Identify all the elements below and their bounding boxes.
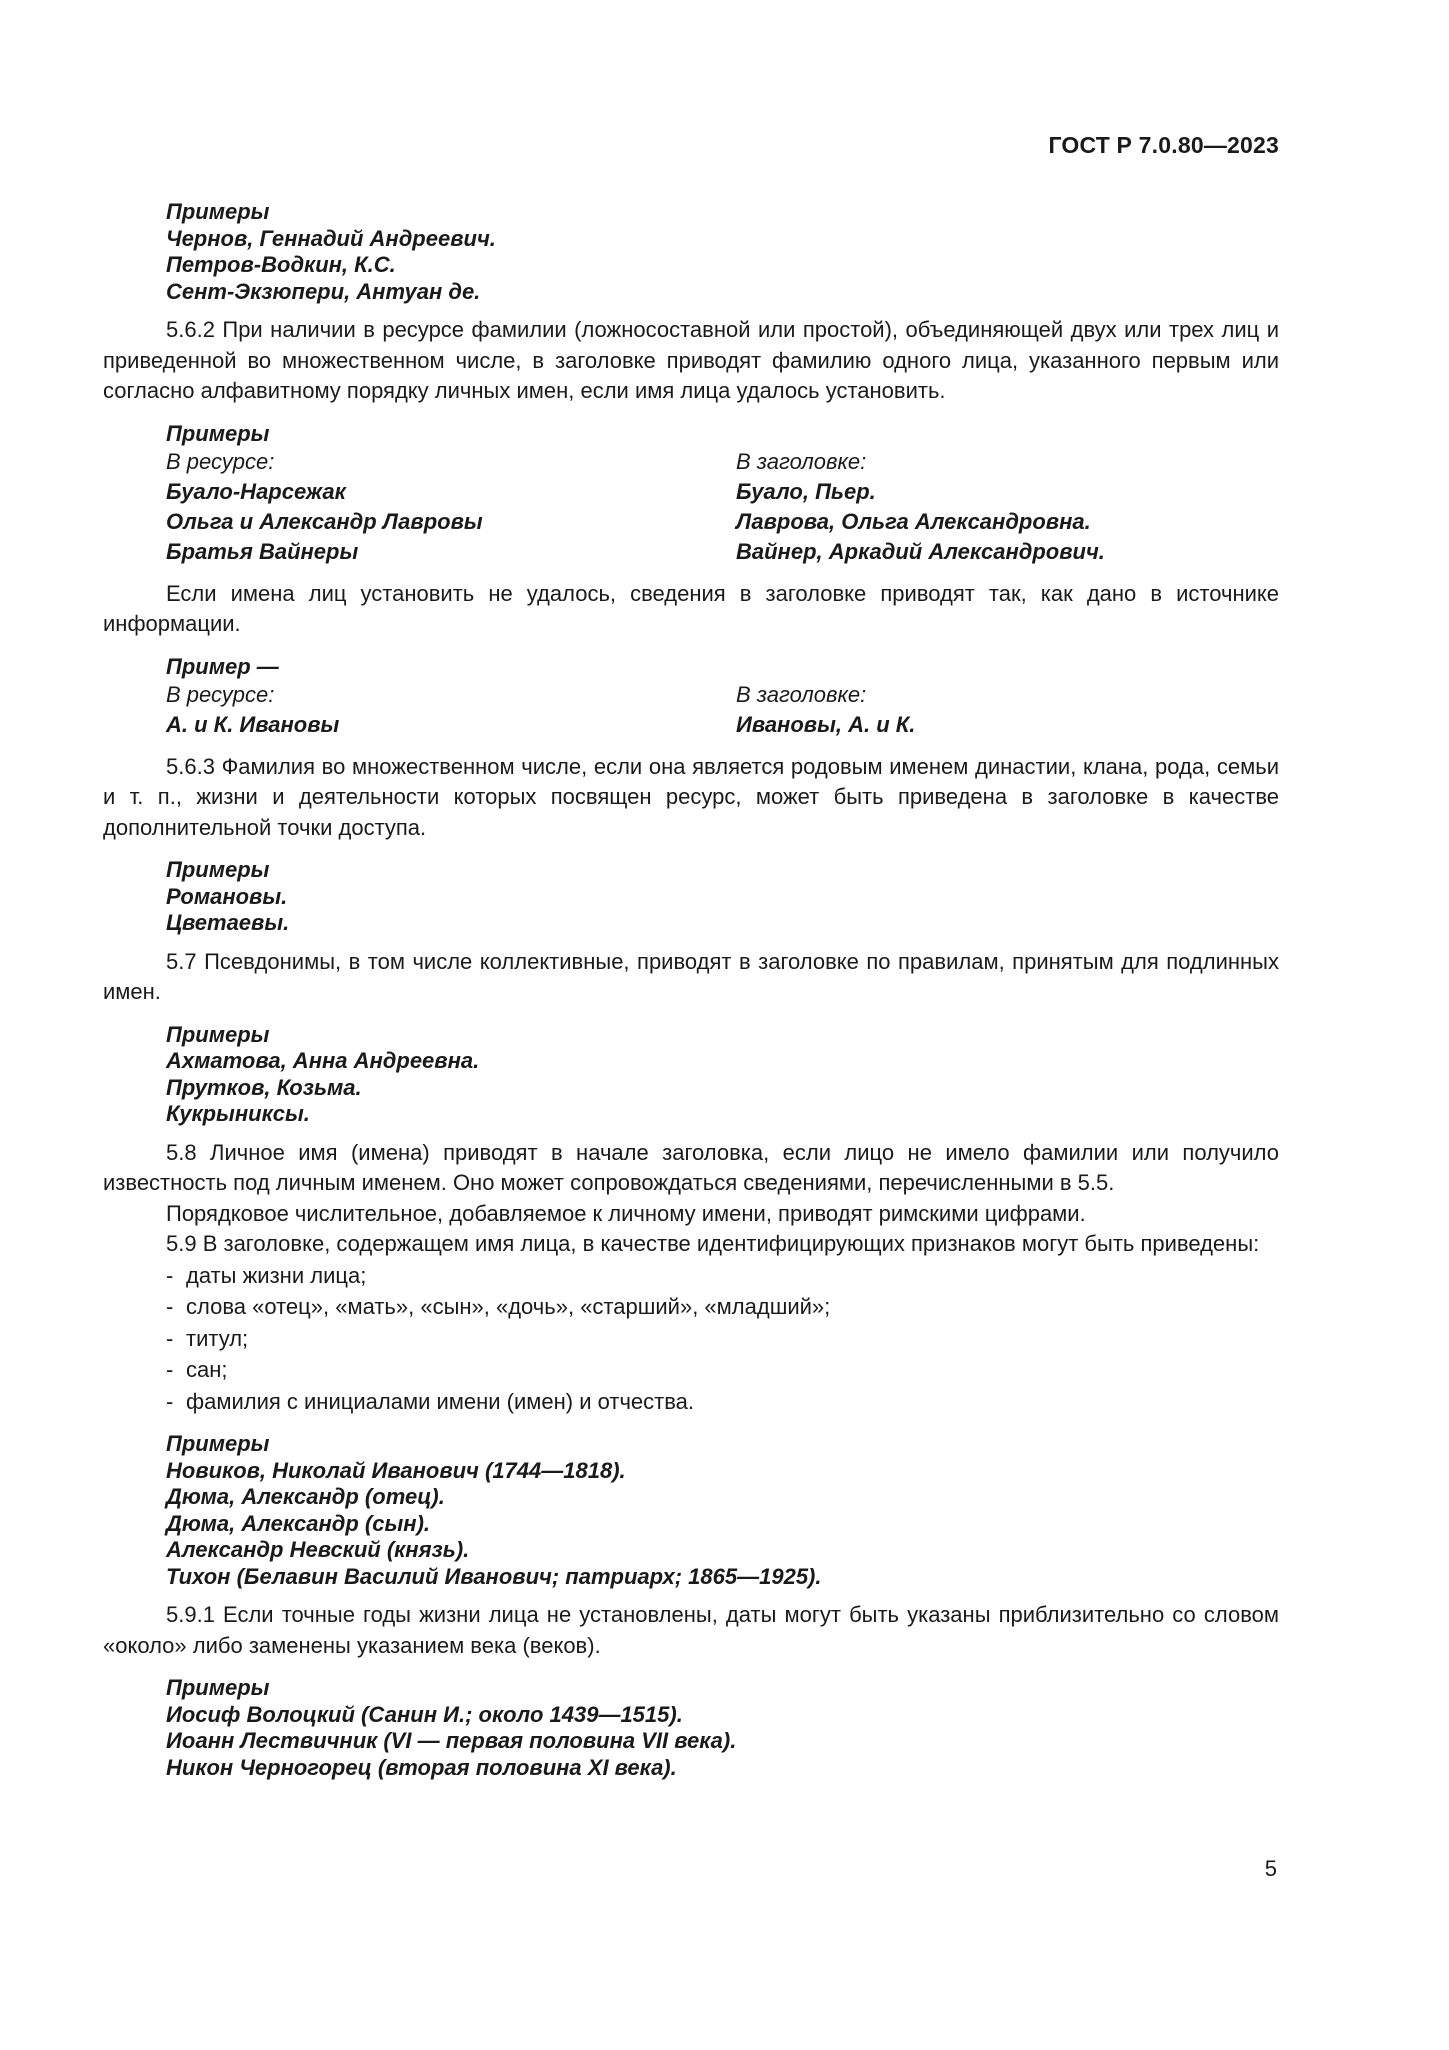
heading-value: Вайнер, Аркадий Александрович. [736, 538, 1105, 564]
paragraph-5-9: 5.9 В заголовке, содержащем имя лица, в качестве идентифицирующих признаков могут быть приведены: [166, 1231, 1260, 1256]
example-item: Никон Черногорец (вторая половина XI века). [166, 1754, 677, 1780]
paragraph-5-7: 5.7 Псевдонимы, в том числе коллективные, приводят в заголовке по правилам, принятым для подлинных имен. [103, 948, 1279, 1004]
list-item: - даты жизни лица; [166, 1262, 367, 1288]
paragraph-5-6-2: 5.6.2 При наличии в ресурсе фамилии (ложносоставной или простой), объединяющей двух или трех лиц и приведенной во множественном числе, в заголовке приводят фамилию одного лица, указанного первым или согласно алфавитному порядку личных имен, если имя лица удалось установить. [103, 317, 1279, 403]
examples-label: Примеры [166, 857, 270, 882]
resource-value: Братья Вайнеры [166, 538, 359, 564]
examples-block-1 [103, 199, 1279, 305]
examples-block-5 [103, 1022, 1279, 1128]
examples-label: Примеры [166, 1431, 270, 1456]
resource-value: Ольга и Александр Лавровы [166, 508, 483, 534]
example-item: Новиков, Николай Иванович (1744—1818). [166, 1457, 626, 1483]
examples-block-7 [103, 1675, 1279, 1781]
page-number: 5 [1264, 1856, 1277, 1881]
list-item: - сан; [166, 1357, 228, 1382]
example-item: Иоанн Лествичник (VI — первая половина VII века). [166, 1728, 737, 1753]
list-item: - титул; [166, 1325, 249, 1351]
example-item: Тихон (Белавин Василий Иванович; патриарх; 1865—1925). [166, 1563, 822, 1589]
example-item: Александр Невский (князь). [166, 1537, 470, 1562]
example-item: Иосиф Волоцкий (Санин И.; около 1439—1515). [166, 1701, 683, 1727]
paragraph-ordinal: Порядковое числительное, добавляемое к личному имени, приводят римскими цифрами. [166, 1200, 1086, 1226]
column-head-heading: В заголовке: [736, 681, 867, 707]
examples-label: Примеры [166, 1675, 270, 1700]
paragraph-names-unknown: Если имена лиц установить не удалось, сведения в заголовке приводят так, как дано в источнике информации. [103, 580, 1279, 636]
examples-block-6 [103, 1431, 1279, 1590]
example-item: Ахматова, Анна Андреевна. [166, 1048, 480, 1073]
examples-block-3 [103, 654, 1279, 740]
example-item: Петров-Водкин, К.С. [166, 252, 396, 277]
example-item: Романовы. [166, 883, 288, 909]
paragraph-5-6-3: 5.6.3 Фамилия во множественном числе, если она является родовым именем династии, клана, рода, семьи и т. п., жизни и деятельности которых посвящен ресурс, может быть приведена в заголовке в качестве дополнительной точки доступа. [103, 753, 1279, 840]
list-item: - слова «отец», «мать», «сын», «дочь», «старший», «младший»; [166, 1294, 831, 1319]
table-row [166, 537, 1279, 567]
list-item: - фамилия с инициалами имени (имен) и отчества. [166, 1388, 695, 1414]
example-item: Цветаевы. [166, 910, 290, 935]
standard-code-header: ГОСТ Р 7.0.80—2023 [1048, 132, 1279, 158]
column-head-resource: В ресурсе: [166, 448, 275, 474]
heading-value: Лаврова, Ольга Александровна. [736, 508, 1091, 534]
paragraph-5-9-1: 5.9.1 Если точные годы жизни лица не установлены, даты могут быть указаны приблизительно со словом «около» либо заменены указанием века (веков). [103, 1602, 1279, 1658]
heading-value: Ивановы, А. и К. [736, 711, 916, 737]
paragraph-5-8: 5.8 Личное имя (имена) приводят в начале заголовка, если лицо не имело фамилии или получило известность под личным именем. Оно может сопровождаться сведениями, перечисленными в 5.5. [103, 1139, 1279, 1195]
resource-value: А. и К. Ивановы [166, 711, 340, 737]
resource-value: Буало-Нарсежак [166, 478, 346, 504]
example-label: Пример — [166, 653, 279, 679]
examples-block-4 [103, 857, 1279, 937]
identifying-features-list [103, 1260, 1279, 1418]
column-head-resource: В ресурсе: [166, 681, 275, 707]
example-item: Сент-Экзюпери, Антуан де. [166, 278, 481, 304]
table-row [166, 507, 1279, 537]
example-item: Кукрыниксы. [166, 1101, 310, 1126]
column-head-heading: В заголовке: [736, 448, 867, 474]
heading-value: Буало, Пьер. [736, 478, 876, 504]
examples-block-2 [103, 421, 1279, 567]
table-head-row [166, 447, 1279, 477]
example-item: Чернов, Геннадий Андреевич. [166, 225, 496, 251]
example-item: Прутков, Козьма. [166, 1074, 362, 1100]
table-row [166, 710, 1279, 740]
table-row [166, 477, 1279, 507]
example-item: Дюма, Александр (отец). [166, 1484, 445, 1509]
page-content [103, 199, 1279, 1781]
table-head-row [166, 680, 1279, 710]
example-item: Дюма, Александр (сын). [166, 1510, 431, 1536]
examples-label: Примеры [166, 199, 270, 224]
examples-label: Примеры [166, 420, 270, 446]
examples-label: Примеры [166, 1021, 270, 1047]
